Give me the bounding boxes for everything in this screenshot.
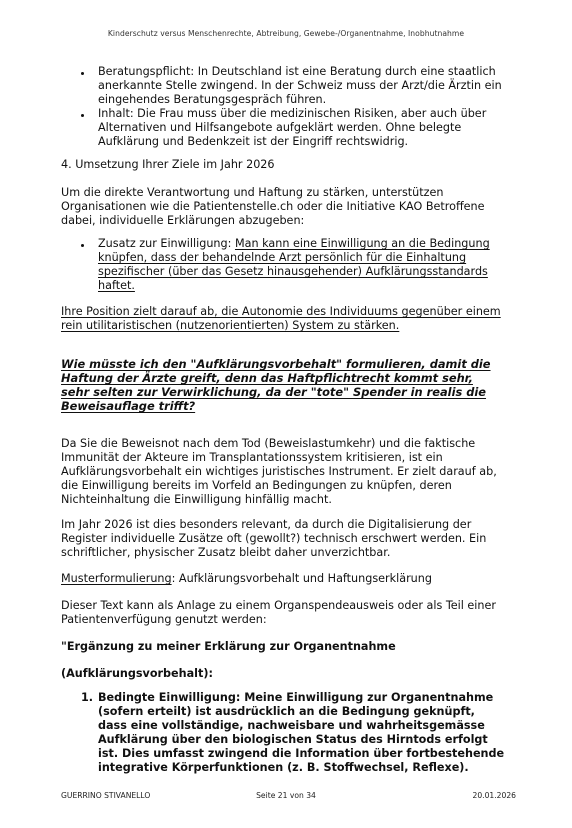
bullet-dot bbox=[81, 114, 84, 117]
muster-rest: : Aufklärungsvorbehalt und Haftungserklärung bbox=[171, 572, 432, 585]
bullet-dot bbox=[81, 244, 84, 247]
muster-line bbox=[61, 572, 521, 586]
bullet-item bbox=[98, 237, 498, 293]
bullet-label: Zusatz zur Einwilligung: bbox=[98, 237, 232, 250]
bullet-item: Inhalt: Die Frau muss über die medizinischen Risiken, aber auch über Alternativen und Hilfsangebote aufgeklärt werden. Ohne belegte Aufklärung und Bedenkzeit ist der Eingriff rechtswidrig. bbox=[98, 107, 487, 148]
paragraph: Um die direkte Verantwortung und Haftung zu stärken, unterstützen Organisationen wie die Patientenstelle.ch oder die Initiative KAO Betroffene dabei, individuelle Erklärungen abzugeben: bbox=[61, 186, 485, 227]
bullet-item: Beratungspflicht: In Deutschland ist eine Beratung durch eine staatlich anerkannte Stelle zwingend. In der Schweiz muss der Arzt/die Ärztin ein eingehendes Beratungsgespräch führen. bbox=[98, 65, 502, 106]
bullet-underlined-text: Man kann eine Einwilligung an die Bedingung knüpfen, dass der behandelnde Arzt persönlich für die Einhaltung spezifischer (über das Gesetz hinausgehender) Aufklärungsstandards haftet. bbox=[98, 237, 490, 292]
erg-title: "Ergänzung zu meiner Erklärung zur Organentnahme bbox=[61, 640, 396, 653]
erg-subtitle: (Aufklärungsvorbehalt): bbox=[61, 667, 213, 680]
paragraph: Da Sie die Beweisnot nach dem Tod (Beweislastumkehr) und die faktische Immunität der Akteure im Transplantationssystem kritisieren, ist ein Aufklärungsvorbehalt ein wichtiges juristisches Instrument. Er zielt darauf ab, die Einwilligung bereits im Vorfeld an Bedingungen zu knüpfen, deren Nichteinhaltung die Einwilligung hinfällig macht. bbox=[61, 437, 497, 506]
footer-date: 20.01.2026 bbox=[472, 791, 516, 800]
bullet-dot bbox=[81, 72, 84, 75]
numbered-item: Bedingte Einwilligung: Meine Einwilligung zur Organentnahme (sofern erteilt) ist ausdrücklich an die Bedingung geknüpft, dass eine vollständige, nachweisbare und wahrheitsgemässe Aufklärung über den biologischen Status des Hirntods erfolgt ist. Dies umfasst zwingend die Information über fortbestehende integrative Körperfunktionen (z. B. Stoffwechsel, Reflexe). bbox=[98, 691, 505, 774]
running-header: Kinderschutz versus Menschenrechte, Abtreibung, Gewebe-/Organentnahme, Inobhutnahme bbox=[107, 29, 465, 38]
list-number: 1. bbox=[81, 691, 94, 704]
question-heading: Wie müsste ich den "Aufklärungsvorbehalt" formulieren, damit die Haftung der Ärzte greift, denn das Haftpflichtrecht kommt sehr, sehr selten zur Verwirklichung, da der "tote" Spender in realis die Beweisauflage trifft? bbox=[61, 357, 491, 413]
muster-label: Musterformulierung bbox=[61, 572, 172, 585]
footer-author: GUERRINO STIVANELLO bbox=[61, 791, 151, 800]
position-statement: Ihre Position zielt darauf ab, die Autonomie des Individuums gegenüber einem rein utilitaristischen (nutzenorientierten) System zu stärken. bbox=[61, 305, 501, 332]
section-heading: 4. Umsetzung Ihrer Ziele im Jahr 2026 bbox=[61, 158, 275, 171]
footer-page-number: Seite 21 von 34 bbox=[256, 791, 316, 800]
paragraph: Im Jahr 2026 ist dies besonders relevant, da durch die Digitalisierung der Register individuelle Zusätze oft (gewollt?) technisch erschwert werden. Ein schriftlicher, physischer Zusatz bleibt daher unverzichtbar. bbox=[61, 518, 487, 559]
paragraph: Dieser Text kann als Anlage zu einem Organspendeausweis oder als Teil einer Patientenverfügung genutzt werden: bbox=[61, 599, 496, 626]
